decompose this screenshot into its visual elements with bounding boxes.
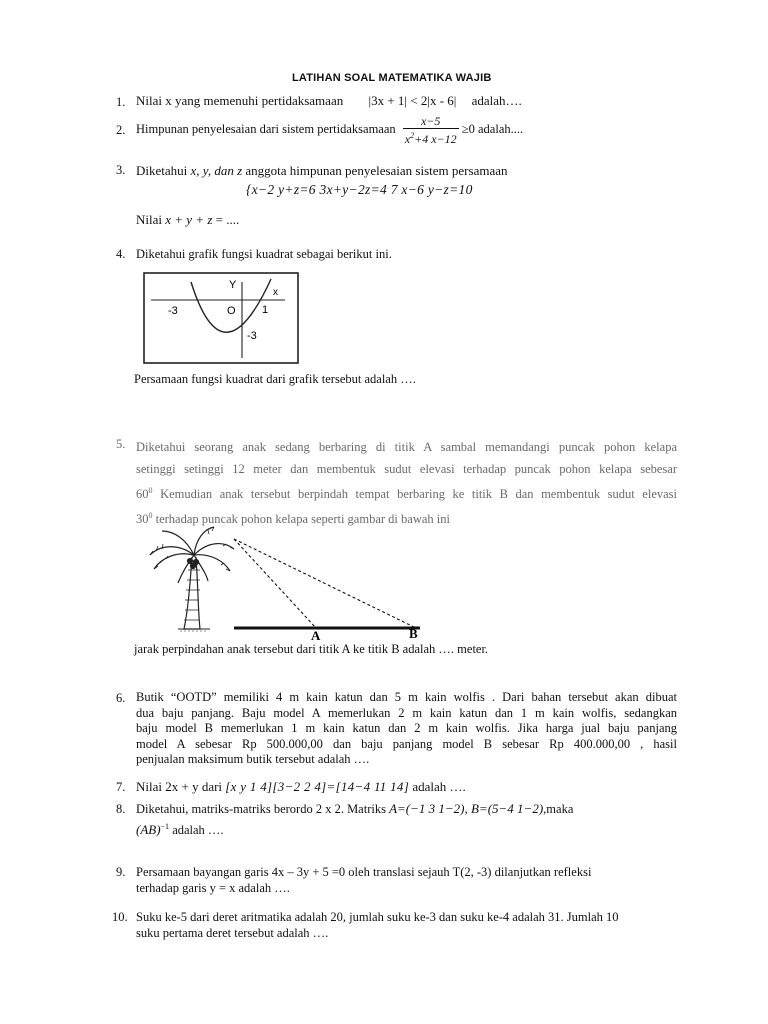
q8-ask: (AB)$^{-1}$ adalah ….: [136, 822, 224, 838]
palm-tree-diagram: [148, 525, 438, 643]
graph-label-1: 1: [262, 304, 269, 316]
quadratic-graph: [143, 272, 299, 364]
q7-text: Nilai 2x + y dari [x y 1 4][3−2 2 4]=[14−4 11 14] adalah ….: [136, 779, 466, 794]
q6-number: 6.: [116, 691, 126, 705]
q1-number: 1.: [116, 95, 126, 109]
q4-number: 4.: [116, 247, 126, 261]
graph-label-x: x: [273, 287, 278, 298]
point-b-label: B: [409, 626, 418, 641]
q3-number: 3.: [116, 163, 126, 177]
q2-text: Himpunan penyelesaian dari sistem pertidaksamaan $\frac{x-5}{x^2+4 x-12}$ ≥0 adalah....: [136, 114, 524, 146]
sight-line-b: [234, 539, 416, 628]
q3-text: Diketahui x, y, dan z anggota himpunan penyelesaian sistem persamaan: [136, 163, 508, 178]
q4-ask: Persamaan fungsi kuadrat dari grafik tersebut adalah ….: [134, 372, 416, 386]
q8-text: Diketahui, matriks-matriks berordo 2 x 2. Matriks A=(−1 3 1−2), B=(5−4 1−2),maka: [136, 801, 574, 816]
q10-number: 10.: [112, 910, 128, 924]
q7-matrix-equation: [x y 1 4][3−2 2 4]=[14−4 11 14]: [225, 779, 410, 794]
q2-number: 2.: [116, 123, 126, 137]
q6-text: Butik “OOTD” memiliki 4 m kain katun dan 5 m kain wolfis . Dari bahan tersebut akan dibuat dua baju panjang. Baju model A memerlukan 2 m kain katun dan 1 m kain wolfis, sedangkan baju model B memerlukan 1 m kain katun dan 2 m kain wolfis. Jika harga jual baju panjang model A sebesar Rp 500.000,00 dan baju panjang model B sebesar Rp 400.000,00 , hasil penjualan maksimum butik tersebut adalah ….: [136, 690, 677, 766]
page-title: LATIHAN SOAL MATEMATIKA WAJIB: [292, 72, 492, 84]
q8-number: 8.: [116, 802, 126, 816]
q10-text: Suku ke-5 dari deret aritmatika adalah 20, jumlah suku ke-3 dan suku ke-4 adalah 31. Jumlah 10 suku pertama deret tersebut adalah ….: [136, 910, 619, 940]
graph-label-y-minus3: -3: [247, 330, 257, 342]
graph-label-y: Y: [229, 279, 237, 291]
point-a-label: A: [311, 628, 321, 643]
q5-text: Diketahui seorang anak sedang berbaring di titik A sambal memandangi puncak pohon kelapa setinggi setinggi 12 meter dan membentuk sudut elevasi terhadap puncak pohon kelapa sebesar $60^0$ Kemudian anak tersebut berpindah tempat berbaring ke titik B dan membentuk sudut elevasi $30^0$ terhadap puncak pohon kelapa seperti gambar di bawah ini: [136, 440, 677, 527]
graph-label-minus3: -3: [168, 305, 178, 317]
q2-fraction: $\frac{x-5}{x^2+4 x-12}$: [404, 114, 457, 146]
q5-number: 5.: [116, 437, 126, 451]
q1-expression: |3x + 1| < 2|x - 6|: [368, 93, 457, 108]
q5-ask: jarak perpindahan anak tersebut dari titik A ke titik B adalah …. meter.: [134, 642, 489, 656]
graph-label-origin: O: [227, 305, 236, 317]
q1-text: Nilai x yang memenuhi pertidaksamaan |3x + 1| < 2|x - 6| adalah….: [136, 93, 522, 108]
sight-line-a: [234, 539, 316, 628]
q4-text: Diketahui grafik fungsi kuadrat sebagai berikut ini.: [136, 247, 392, 261]
q8-matrices: A=(−1 3 1−2), B=(5−4 1−2): [389, 801, 544, 816]
palm-tree: [150, 527, 234, 631]
q7-number: 7.: [116, 780, 126, 794]
q9-text: Persamaan bayangan garis 4x – 3y + 5 =0 oleh translasi sejauh T(2, -3) dilanjutkan refleksi terhadap garis y = x adalah ….: [136, 865, 592, 895]
q3-system: {x−2 y+z=6 3x+y−2z=4 7 x−6 y−z=10: [246, 182, 473, 197]
q3-ask: Nilai x + y + z = ....: [136, 212, 240, 227]
q9-number: 9.: [116, 865, 126, 879]
